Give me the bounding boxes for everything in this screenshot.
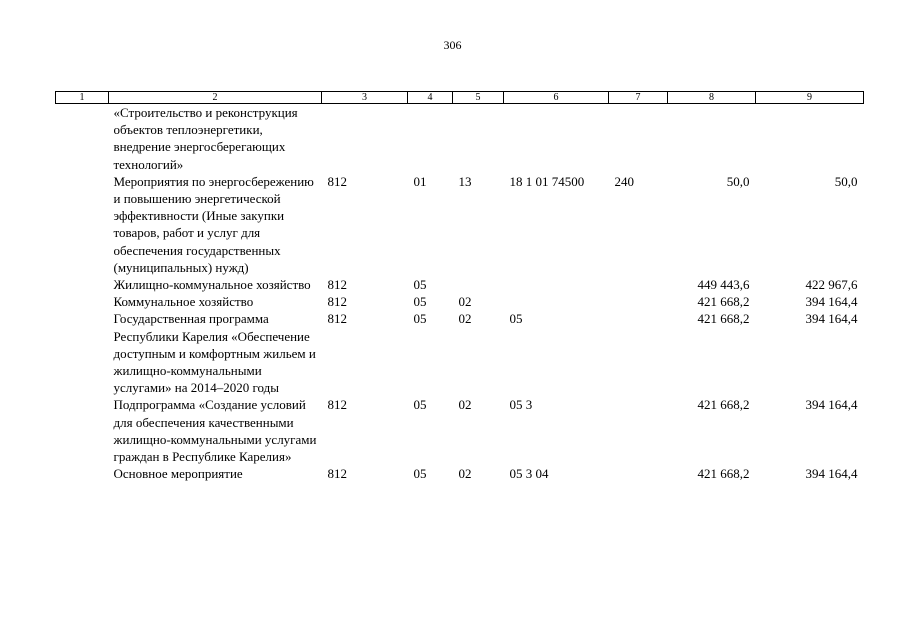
cell-expense-type bbox=[609, 276, 668, 293]
cell-amount-2: 394 164,4 bbox=[805, 294, 858, 310]
header-col-6: 6 bbox=[504, 92, 609, 104]
cell-amount-1: 50,0 bbox=[726, 173, 750, 189]
cell-subsection-code bbox=[453, 104, 504, 173]
cell-number bbox=[56, 173, 109, 276]
cell-name: Подпрограмма «Создание условий для обеспечения качественными жилищно-коммунальными услугами граждан в Республике Карелия» bbox=[113, 397, 317, 465]
table-header bbox=[56, 92, 864, 104]
cell-subsection-code bbox=[453, 276, 504, 293]
cell-section-code: 05 bbox=[413, 397, 427, 413]
cell-expense-type: 240 bbox=[614, 173, 634, 189]
cell-name: Коммунальное хозяйство bbox=[113, 294, 254, 310]
cell-target-article bbox=[504, 293, 609, 310]
header-col-2: 2 bbox=[109, 92, 322, 104]
cell-number bbox=[56, 310, 109, 396]
cell-amount-1: 421 668,2 bbox=[697, 466, 750, 482]
cell-amount-1: 421 668,2 bbox=[697, 294, 750, 310]
cell-section-code: 01 bbox=[413, 173, 427, 189]
cell-ministry-code bbox=[322, 104, 408, 173]
cell-subsection-code: 02 bbox=[458, 294, 472, 310]
cell-number bbox=[56, 465, 109, 482]
page-number: 306 bbox=[443, 38, 462, 52]
cell-expense-type bbox=[609, 104, 668, 173]
cell-section-code: 05 bbox=[413, 294, 427, 310]
table-row bbox=[56, 104, 864, 173]
table-row bbox=[56, 173, 864, 276]
cell-target-article: 05 3 04 bbox=[509, 466, 549, 482]
cell-name: Мероприятия по энергосбережению и повышению энергетической эффективности (Иные закупки товаров, работ и услуг для обеспечения государственных (муниципальных) нужд) bbox=[113, 173, 314, 275]
cell-target-article bbox=[504, 104, 609, 173]
table-row bbox=[56, 293, 864, 310]
cell-section-code: 05 bbox=[413, 277, 427, 293]
cell-target-article: 18 1 01 74500 bbox=[509, 173, 585, 189]
header-row bbox=[56, 92, 864, 104]
header-col-9: 9 bbox=[756, 92, 864, 104]
cell-amount-1: 449 443,6 bbox=[697, 277, 750, 293]
cell-section-code: 05 bbox=[413, 311, 427, 327]
cell-amount-2: 422 967,6 bbox=[805, 277, 858, 293]
cell-subsection-code: 02 bbox=[458, 311, 472, 327]
cell-number bbox=[56, 396, 109, 465]
cell-ministry-code: 812 bbox=[327, 311, 347, 327]
cell-amount-2: 394 164,4 bbox=[805, 466, 858, 482]
header-col-7: 7 bbox=[609, 92, 668, 104]
cell-expense-type bbox=[609, 293, 668, 310]
table-row bbox=[56, 276, 864, 293]
cell-amount-1: 421 668,2 bbox=[697, 397, 750, 413]
cell-name: Жилищно-коммунальное хозяйство bbox=[113, 277, 311, 293]
cell-amount-2: 394 164,4 bbox=[805, 397, 858, 413]
cell-subsection-code: 02 bbox=[458, 466, 472, 482]
cell-number bbox=[56, 276, 109, 293]
cell-name: Государственная программа Республики Карелия «Обеспечение доступным и комфортным жильем и жилищно-коммунальными услугами» на 2014–2020 годы bbox=[113, 311, 316, 396]
header-col-1: 1 bbox=[56, 92, 109, 104]
header-col-5: 5 bbox=[453, 92, 504, 104]
cell-name: Основное мероприятие bbox=[113, 466, 243, 482]
cell-ministry-code: 812 bbox=[327, 294, 347, 310]
cell-name: «Строительство и реконструкция объектов теплоэнергетики, внедрение энергосберегающих технологий» bbox=[113, 105, 298, 172]
table-row bbox=[56, 310, 864, 396]
header-col-4: 4 bbox=[408, 92, 453, 104]
cell-amount-1: 421 668,2 bbox=[697, 311, 750, 327]
cell-expense-type bbox=[609, 396, 668, 465]
cell-subsection-code: 02 bbox=[458, 397, 472, 413]
cell-section-code: 05 bbox=[413, 466, 427, 482]
cell-subsection-code: 13 bbox=[458, 173, 472, 189]
cell-expense-type bbox=[609, 310, 668, 396]
table-row bbox=[56, 465, 864, 482]
cell-ministry-code: 812 bbox=[327, 173, 347, 189]
cell-target-article: 05 bbox=[509, 311, 523, 327]
table-body bbox=[56, 104, 864, 483]
budget-table bbox=[55, 91, 864, 482]
cell-amount-1 bbox=[668, 104, 756, 173]
table-row bbox=[56, 396, 864, 465]
header-col-3: 3 bbox=[322, 92, 408, 104]
cell-ministry-code: 812 bbox=[327, 397, 347, 413]
cell-target-article bbox=[504, 276, 609, 293]
header-col-8: 8 bbox=[668, 92, 756, 104]
cell-amount-2: 394 164,4 bbox=[805, 311, 858, 327]
cell-number bbox=[56, 293, 109, 310]
cell-number bbox=[56, 104, 109, 173]
cell-amount-2 bbox=[756, 104, 864, 173]
cell-target-article: 05 3 bbox=[509, 397, 533, 413]
cell-expense-type bbox=[609, 465, 668, 482]
cell-amount-2: 50,0 bbox=[834, 173, 858, 189]
cell-section-code bbox=[408, 104, 453, 173]
cell-ministry-code: 812 bbox=[327, 466, 347, 482]
cell-ministry-code: 812 bbox=[327, 277, 347, 293]
